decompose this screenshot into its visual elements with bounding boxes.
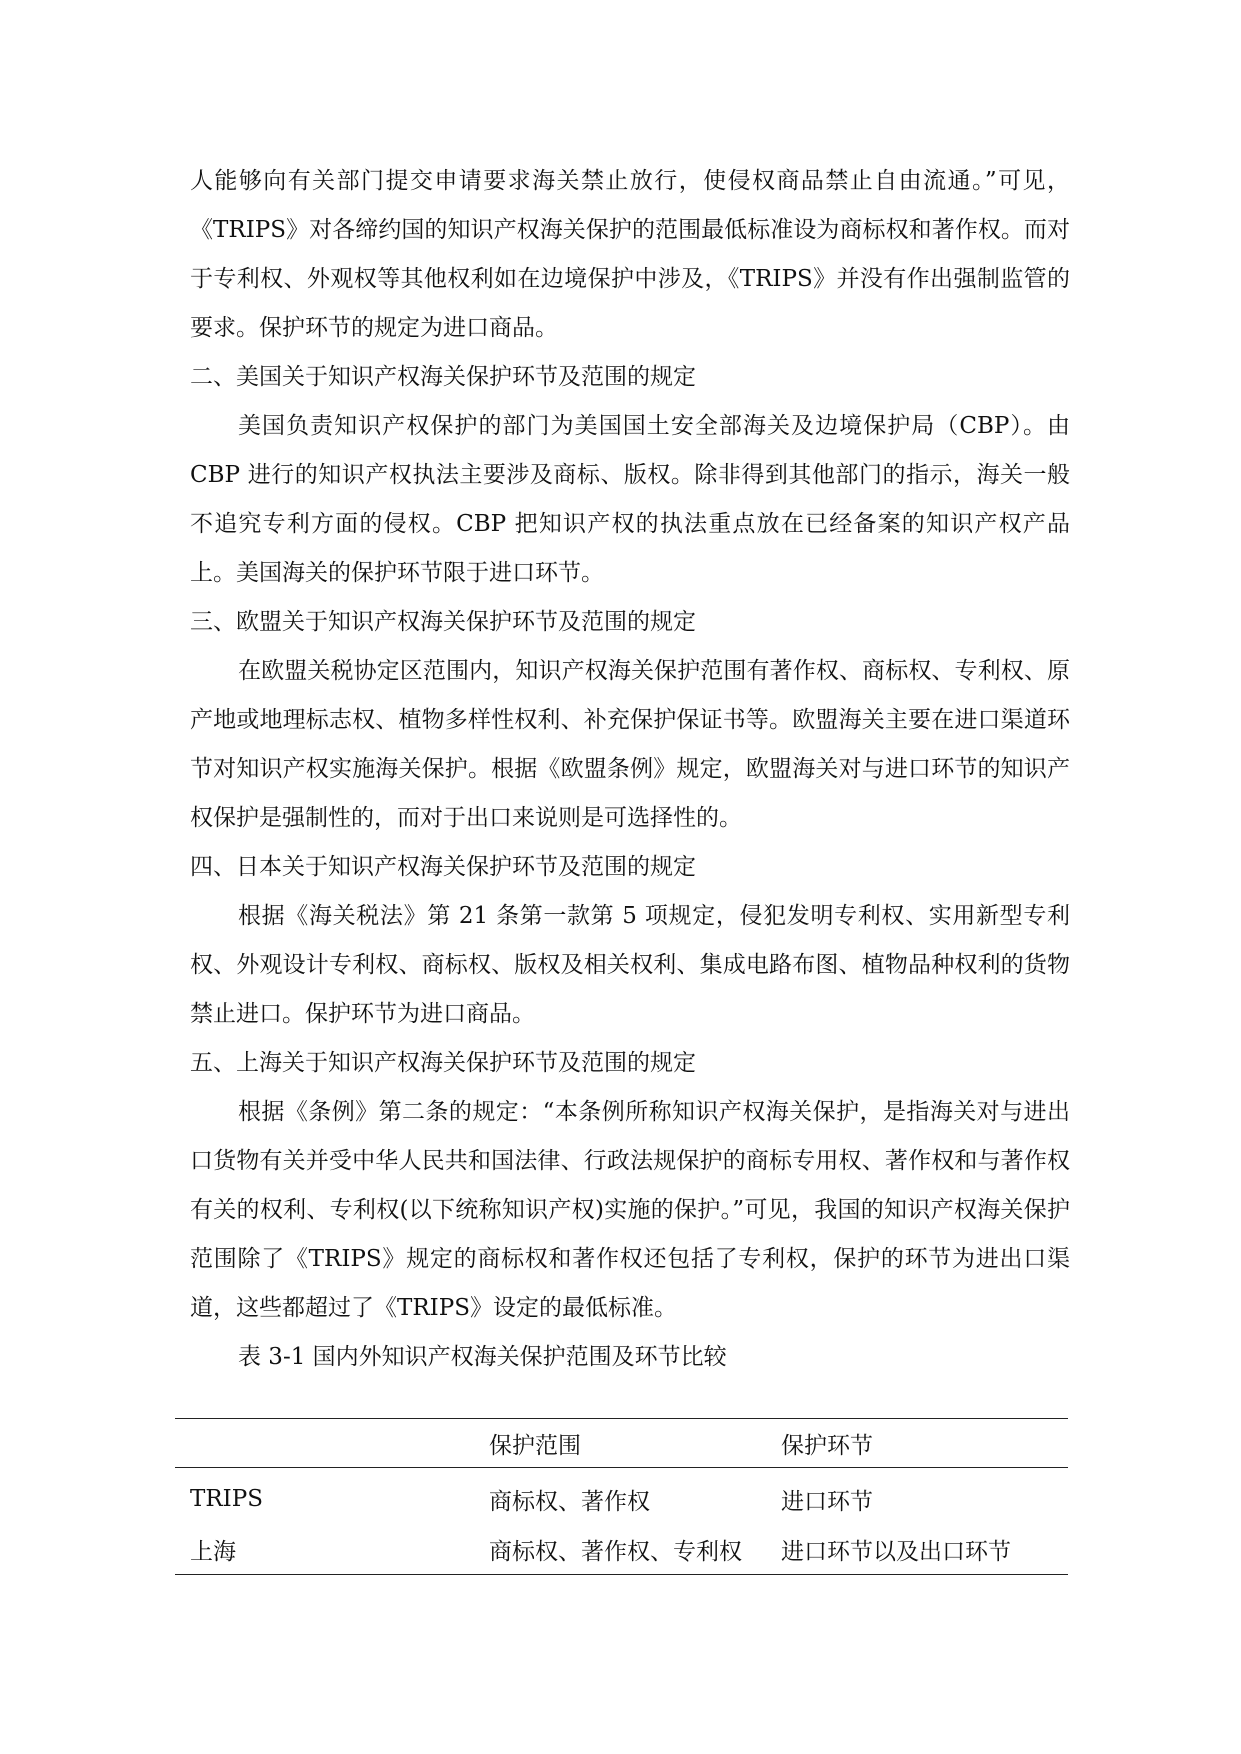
table-caption: 表 3-1 国内外知识产权海关保护范围及环节比较	[238, 1344, 727, 1370]
document-body	[190, 157, 1070, 1382]
table-header-cell: 保护范围	[489, 1432, 581, 1459]
table-header-row	[175, 1419, 1068, 1468]
section-heading: 四、日本关于知识产权海关保护环节及范围的规定	[190, 854, 696, 880]
table-cell: 进口环节	[781, 1488, 873, 1515]
table-cell: TRIPS	[190, 1486, 263, 1512]
table-row	[175, 1524, 1068, 1575]
table-header-cell: 保护环节	[781, 1432, 873, 1459]
comparison-table-grid	[175, 1418, 1068, 1575]
body-paragraph: 根据《条例》第二条的规定：“本条例所称知识产权海关保护，是指海关对与进出口货物有关并受中华人民共和国法律、行政法规保护的商标专用权、著作权和与著作权有关的权利、专利权(以下统称知识产权)实施的保护。”可见，我国的知识产权海关保护范围除了《TRIPS》规定的商标权和著作权还包括了专利权，保护的环节为进出口渠道，这些都超过了《TRIPS》设定的最低标准。	[190, 1099, 1070, 1321]
comparison-table	[175, 1418, 1068, 1575]
body-paragraph: 在欧盟关税协定区范围内，知识产权海关保护范围有著作权、商标权、专利权、原产地或地理标志权、植物多样性权利、补充保护保证书等。欧盟海关主要在进口渠道环节对知识产权实施海关保护。根据《欧盟条例》规定，欧盟海关对与进口环节的知识产权保护是强制性的，而对于出口来说则是可选择性的。	[190, 658, 1070, 831]
table-cell: 进口环节以及出口环节	[781, 1538, 1011, 1565]
table-cell: 商标权、著作权	[489, 1488, 650, 1515]
body-paragraph: 根据《海关税法》第 21 条第一款第 5 项规定，侵犯发明专利权、实用新型专利权、外观设计专利权、商标权、版权及相关权利、集成电路布图、植物品种权利的货物禁止进口。保护环节为进口商品。	[190, 903, 1070, 1027]
table-row	[175, 1468, 1068, 1525]
table-header-cell	[175, 1419, 472, 1468]
section-heading: 二、美国关于知识产权海关保护环节及范围的规定	[190, 364, 696, 390]
section-heading: 三、欧盟关于知识产权海关保护环节及范围的规定	[190, 609, 696, 635]
table-cell: 商标权、著作权、专利权	[489, 1538, 742, 1565]
table-cell: 上海	[190, 1538, 236, 1565]
body-paragraph: 人能够向有关部门提交申请要求海关禁止放行，使侵权商品禁止自由流通。”可见，《TRIPS》对各缔约国的知识产权海关保护的范围最低标准设为商标权和著作权。而对于专利权、外观权等其他权利如在边境保护中涉及，《TRIPS》并没有作出强制监管的要求。保护环节的规定为进口商品。	[190, 168, 1070, 341]
section-heading: 五、上海关于知识产权海关保护环节及范围的规定	[190, 1050, 696, 1076]
body-paragraph: 美国负责知识产权保护的部门为美国国土安全部海关及边境保护局（CBP）。由 CBP 进行的知识产权执法主要涉及商标、版权。除非得到其他部门的指示，海关一般不追究专利方面的侵权。CBP 把知识产权的执法重点放在已经备案的知识产权产品上。美国海关的保护环节限于进口环节。	[190, 413, 1070, 586]
